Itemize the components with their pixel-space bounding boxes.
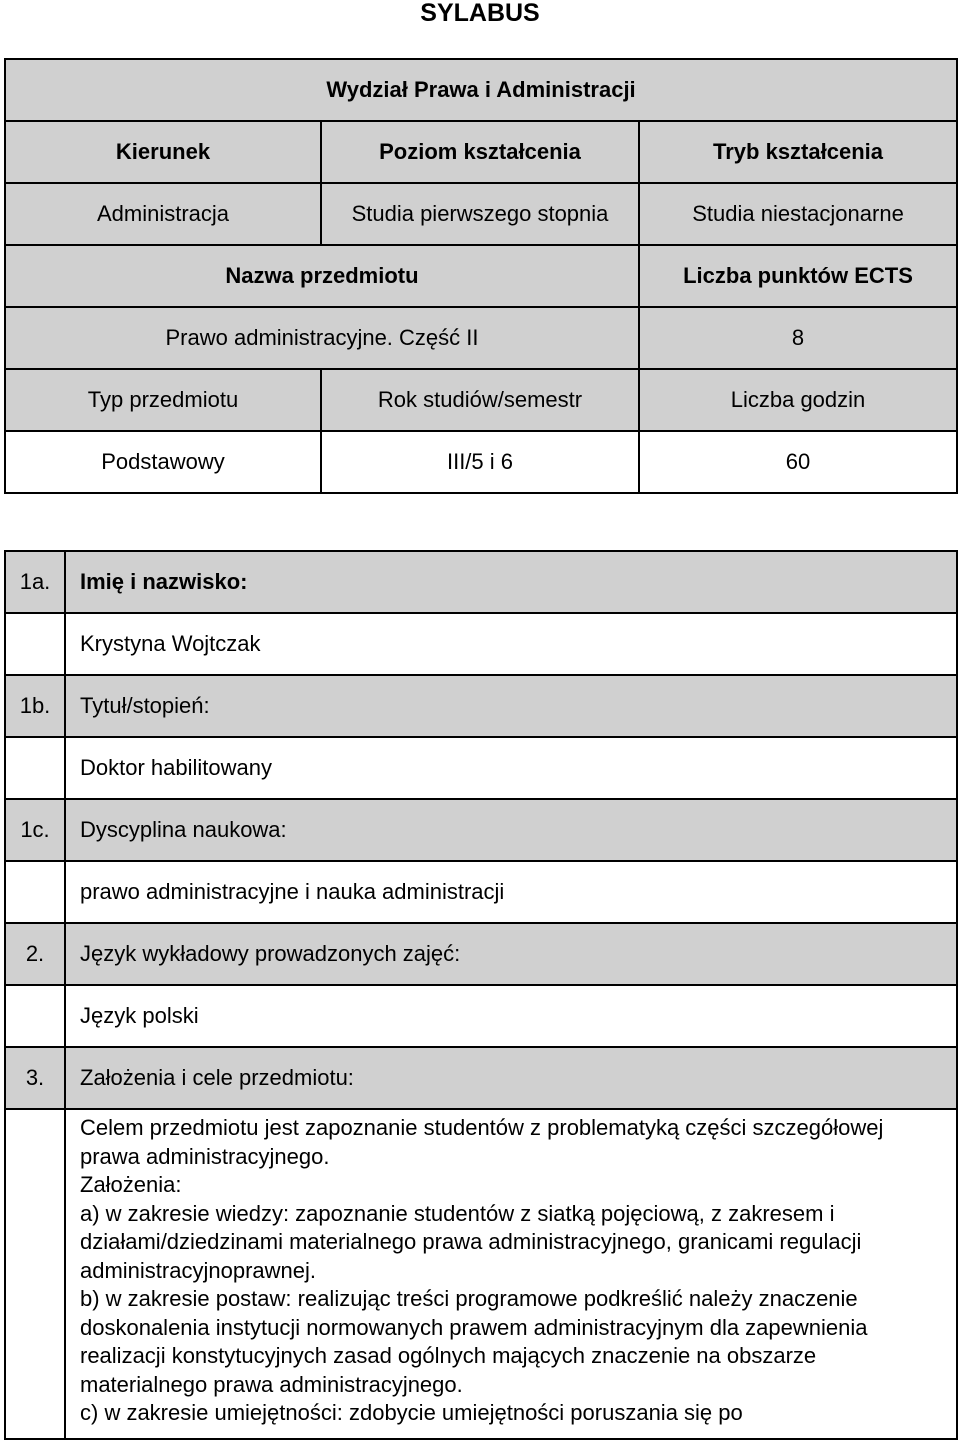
section-number: 1a. <box>5 551 65 613</box>
course-name-header: Nazwa przedmiotu <box>5 245 639 307</box>
section-number: 1c. <box>5 799 65 861</box>
section-number: 3. <box>5 1047 65 1109</box>
faculty-name: Wydział Prawa i Administracji <box>5 59 957 121</box>
section-heading: Imię i nazwisko: <box>65 551 957 613</box>
section-heading: Dyscyplina naukowa: <box>65 799 957 861</box>
lecturer-name: Krystyna Wojtczak <box>65 613 957 675</box>
ects-value: 8 <box>639 307 957 369</box>
education-level-header: Poziom kształcenia <box>321 121 639 183</box>
year-semester-value: III/5 i 6 <box>321 431 639 493</box>
goals-attitudes: b) w zakresie postaw: realizując treści programowe podkreślić należy znaczenie doskonalenia instytucji normowanych prawem administracyjnym dla zapewnienia realizacji konstytucyjnych zasad ogólnych mających znaczenie na obszarze materialnego prawa administracyjnego. <box>80 1286 868 1397</box>
course-info-table <box>4 58 958 494</box>
goals-skills: c) w zakresie umiejętności: zdobycie umiejętności poruszania się po <box>80 1400 743 1425</box>
course-type-value: Podstawowy <box>5 431 321 493</box>
course-name-value: Prawo administracyjne. Część II <box>5 307 639 369</box>
section-heading: Założenia i cele przedmiotu: <box>65 1047 957 1109</box>
study-mode-header: Tryb kształcenia <box>639 121 957 183</box>
section-heading: Język wykładowy prowadzonych zajęć: <box>65 923 957 985</box>
scientific-discipline: prawo administracyjne i nauka administracji <box>65 861 957 923</box>
field-of-study-value: Administracja <box>5 183 321 245</box>
section-number: 1b. <box>5 675 65 737</box>
course-type-header: Typ przedmiotu <box>5 369 321 431</box>
goals-intro: Celem przedmiotu jest zapoznanie studentów z problematyką części szczegółowej prawa administracyjnego. <box>80 1115 884 1169</box>
hours-value: 60 <box>639 431 957 493</box>
year-semester-header: Rok studiów/semestr <box>321 369 639 431</box>
education-level-value: Studia pierwszego stopnia <box>321 183 639 245</box>
ects-header: Liczba punktów ECTS <box>639 245 957 307</box>
teaching-language: Język polski <box>65 985 957 1047</box>
hours-header: Liczba godzin <box>639 369 957 431</box>
goals-label: Założenia: <box>80 1172 182 1197</box>
study-mode-value: Studia niestacjonarne <box>639 183 957 245</box>
section-heading: Tytuł/stopień: <box>65 675 957 737</box>
course-goals <box>65 1109 957 1439</box>
goals-knowledge: a) w zakresie wiedzy: zapoznanie studentów z siatką pojęciową, z zakresem i działami/dziedzinami materialnego prawa administracyjnego, granicami regulacji administracyjnoprawnej. <box>80 1200 862 1283</box>
field-of-study-header: Kierunek <box>5 121 321 183</box>
section-number: 2. <box>5 923 65 985</box>
syllabus-sections-table <box>4 550 958 1440</box>
academic-title: Doktor habilitowany <box>65 737 957 799</box>
page-title: SYLABUS <box>420 0 540 27</box>
